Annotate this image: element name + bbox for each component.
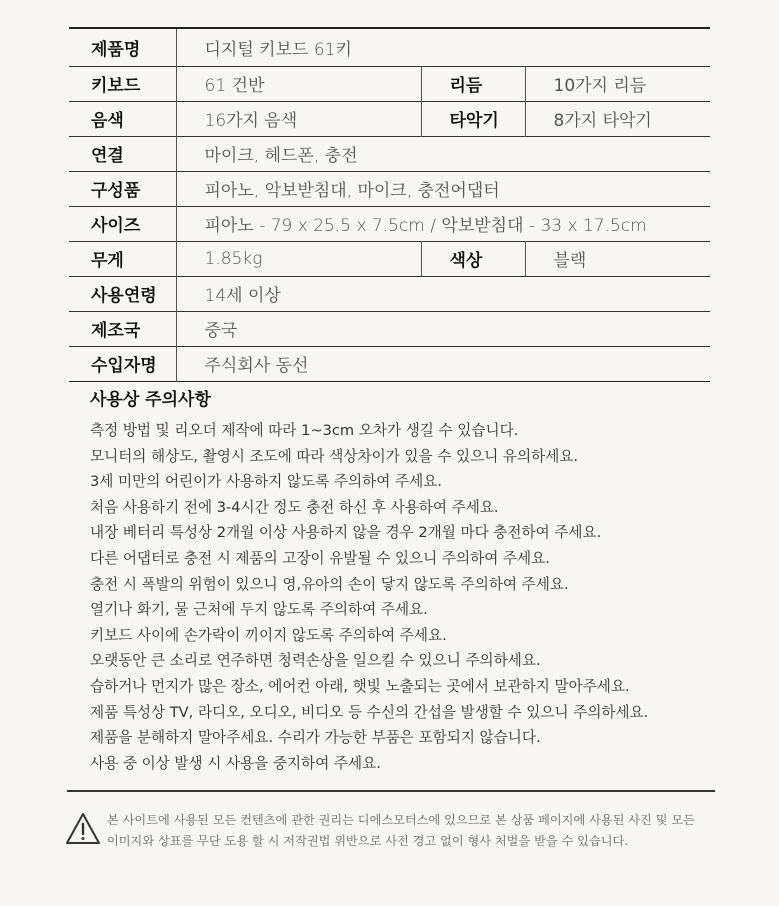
spec-value: 블랙 (525, 241, 710, 276)
warning-triangle-icon (65, 812, 101, 846)
spec-label: 키보드 (91, 76, 141, 96)
spec-label: 구성품 (91, 181, 141, 201)
spec-value: 피아노 - 79 x 25.5 x 7.5cm / 악보받침대 - 33 x 17.5cm (176, 206, 710, 241)
spec-row (69, 276, 710, 311)
spec-value: 10가지 리듬 (525, 66, 710, 101)
spec-label: 타악기 (421, 101, 525, 136)
spec-row (69, 311, 710, 346)
spec-label: 사용연령 (91, 286, 157, 306)
spec-value: 16가지 음색 (176, 101, 421, 136)
caution-item: 키보드 사이에 손가락이 끼이지 않도록 주의하여 주세요. (90, 626, 447, 644)
spec-label: 음색 (91, 111, 124, 131)
spec-value: 중국 (176, 311, 710, 346)
copyright-notice (65, 808, 725, 858)
caution-list (90, 418, 730, 776)
spec-row (69, 171, 710, 206)
spec-label: 색상 (421, 241, 525, 276)
caution-item: 사용 중 이상 발생 시 사용을 중지하여 주세요. (90, 754, 381, 772)
caution-section (90, 386, 730, 776)
caution-item: 모니터의 해상도, 촬영시 조도에 따라 색상차이가 있을 수 있으니 유의하세요. (90, 447, 579, 465)
spec-value: 8가지 타악기 (525, 101, 710, 136)
spec-row (69, 241, 710, 276)
caution-item: 제품을 분해하지 말아주세요. 수리가 가능한 부품은 포함되지 않습니다. (90, 729, 541, 747)
caution-item: 충전 시 폭발의 위험이 있으니 영,유아의 손이 닿지 않도록 주의하여 주세요. (90, 575, 569, 593)
spec-value: 주식회사 동선 (176, 346, 710, 381)
spec-value: 디지털 키보드 61키 (176, 28, 710, 66)
copyright-line-2: 이미지와 상표를 무단 도용 할 시 저작권법 위반으로 사전 경고 없이 형사 처벌을 받을 수 있습니다. (107, 834, 629, 848)
caution-item: 제품 특성상 TV, 라디오, 오디오, 비디오 등 수신의 간섭을 발생할 수 있으니 주의하세요. (90, 703, 649, 721)
copyright-line-1: 본 사이트에 사용된 모든 컨텐츠에 관한 권리는 디에스모터스에 있으므로 본 상품 페이지에 사용된 사진 및 모든 (107, 813, 695, 827)
spec-row (69, 66, 710, 101)
caution-item: 처음 사용하기 전에 3-4시간 정도 충전 하신 후 사용하여 주세요. (90, 498, 499, 516)
spec-label: 리듬 (421, 66, 525, 101)
spec-value: 마이크, 헤드폰, 충전 (176, 136, 710, 171)
spec-label: 수입자명 (91, 356, 157, 376)
caution-item: 3세 미만의 어린이가 사용하지 않도록 주의하여 주세요. (90, 473, 442, 491)
spec-row (69, 206, 710, 241)
spec-row (69, 136, 710, 171)
spec-row (69, 101, 710, 136)
spec-value: 1.85kg (176, 241, 421, 276)
spec-table (69, 27, 710, 382)
spec-row (69, 346, 710, 381)
caution-item: 습하거나 먼지가 많은 장소, 에어컨 아래, 햇빛 노출되는 곳에서 보관하지 말아주세요. (90, 677, 630, 695)
copyright-text (107, 810, 695, 852)
caution-title: 사용상 주의사항 (90, 390, 211, 410)
caution-item: 다른 어댑터로 충전 시 제품의 고장이 유발될 수 있으니 주의하여 주세요. (90, 549, 550, 567)
caution-item: 오랫동안 큰 소리로 연주하면 청력손상을 일으킬 수 있으니 주의하세요. (90, 652, 541, 670)
spec-label: 연결 (91, 146, 124, 166)
spec-label: 제조국 (91, 321, 141, 341)
spec-value: 피아노, 악보받침대, 마이크, 충전어댑터 (176, 171, 710, 206)
spec-label: 제품명 (91, 39, 141, 60)
spec-value: 14세 이상 (176, 276, 710, 311)
caution-item: 열기나 화기, 물 근처에 두지 않도록 주의하여 주세요. (90, 601, 428, 619)
spec-label: 사이즈 (91, 216, 141, 236)
caution-item: 내장 베터리 특성상 2개월 이상 사용하지 않을 경우 2개월 마다 충전하여 주세요. (90, 524, 602, 542)
caution-item: 측정 방법 및 리오더 제작에 따라 1~3cm 오차가 생길 수 있습니다. (90, 422, 519, 439)
spec-row (69, 28, 710, 66)
spec-value: 61 건반 (176, 66, 421, 101)
spec-label: 무게 (91, 251, 124, 271)
footer-divider (67, 790, 715, 792)
